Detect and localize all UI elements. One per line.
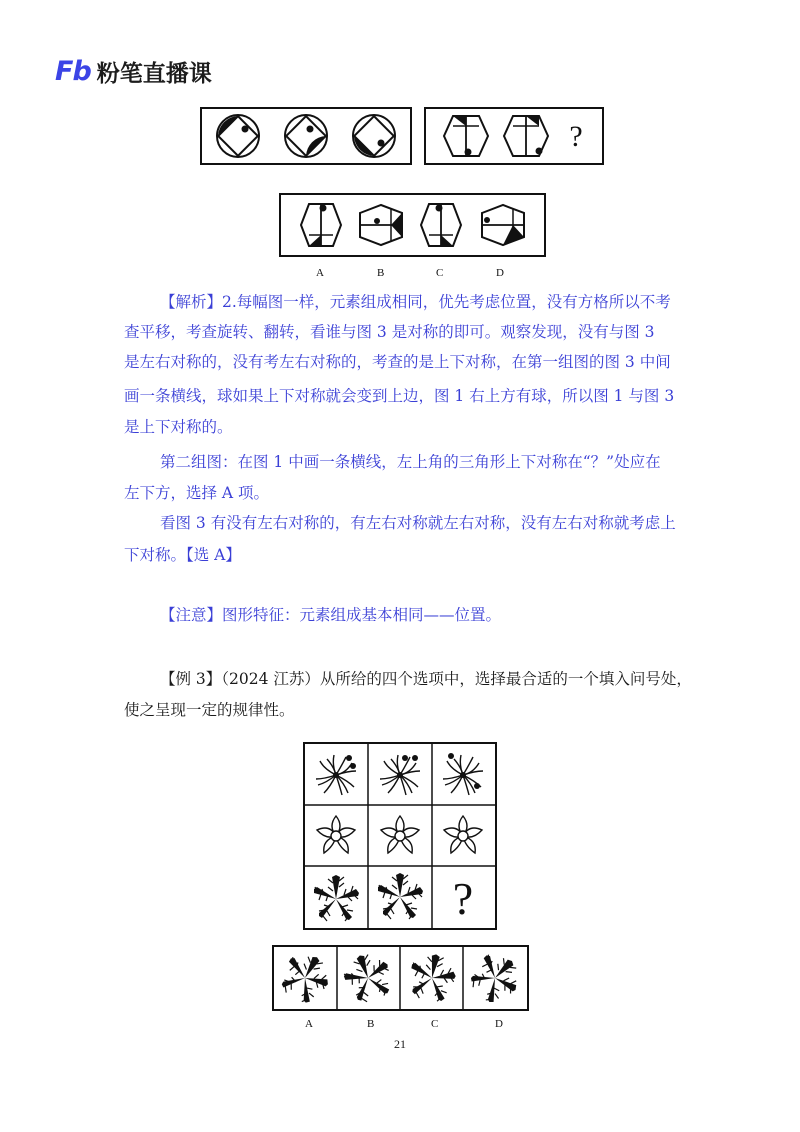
analysis-line-4: 画一条横线，球如果上下对称就会变到上边，图 1 右上方有球，所以图 1 与图 3 <box>124 387 675 405</box>
group2-figures <box>426 109 602 163</box>
fig2-option-label-b: B <box>367 1018 375 1030</box>
grid-question-mark: ? <box>452 873 474 924</box>
option-d-figure <box>482 205 524 245</box>
option-c-figure <box>421 204 461 246</box>
fig2-option-label-d: D <box>495 1018 503 1030</box>
group1-figures <box>202 109 410 163</box>
hexagon-figure-2 <box>504 116 548 156</box>
fig2-option-a-figure <box>275 947 337 1009</box>
fig2-option-c-figure <box>407 951 459 1004</box>
options-figures <box>281 195 544 255</box>
palm-figure-2 <box>378 873 423 919</box>
fig2-option-b-figure <box>339 948 397 1007</box>
fig2-option-label-a: A <box>305 1018 313 1030</box>
example3-line-1: 【例 3】（2024 江苏）从所给的四个选项中，选择最合适的一个填入问号处， <box>160 670 692 688</box>
analysis-line-3: 是左右对称的，没有考左右对称的，考查的是上下对称，在第一组图的图 3 中间 <box>124 353 671 371</box>
analysis-line-7: 左下方，选择 A 项。 <box>124 484 270 502</box>
figure1-group2 <box>424 107 604 165</box>
circle-diamond-figure-3 <box>353 115 395 157</box>
fig1-option-label-a: A <box>316 267 324 279</box>
fig2-option-label-c: C <box>431 1018 439 1030</box>
example3-line-2: 使之呈现一定的规律性。 <box>124 701 295 719</box>
analysis-line-1: 【解析】2.每幅图一样，元素组成相同，优先考虑位置，没有方格所以不考 <box>160 293 671 311</box>
fig1-option-label-d: D <box>496 267 504 279</box>
fig2-option-d-figure <box>464 947 527 1009</box>
option-a-figure <box>301 204 341 246</box>
analysis-line-9: 下对称。【选 A】 <box>124 546 241 564</box>
lotus-figure-2 <box>381 816 419 853</box>
figure2-options <box>272 945 529 1011</box>
figure1-group1 <box>200 107 412 165</box>
logo-badge: Fb <box>55 56 91 87</box>
option-b-figure <box>360 205 402 245</box>
hexagon-figure-1 <box>444 116 488 156</box>
note-text: 【注意】图形特征：元素组成基本相同——位置。 <box>160 606 502 624</box>
figure1-options <box>279 193 546 257</box>
question-mark: ? <box>569 120 583 153</box>
burst-figure-1 <box>316 755 356 795</box>
lotus-figure-1 <box>317 816 355 853</box>
brand-name: 粉笔直播课 <box>96 61 212 87</box>
analysis-line-8: 看图 3 有没有左右对称的，有左右对称就左右对称，没有左右对称就考虑上 <box>160 514 676 532</box>
brand-logo <box>55 55 212 88</box>
grid-figures <box>305 744 495 928</box>
page-number: 21 <box>394 1037 406 1051</box>
analysis-line-6: 第二组图：在图 1 中画一条横线，左上角的三角形上下对称在“？”处应在 <box>160 453 661 471</box>
figure2-grid <box>303 742 497 930</box>
burst-figure-2 <box>380 755 420 795</box>
circle-diamond-figure-1 <box>217 115 259 157</box>
palm-figure-1 <box>314 875 359 921</box>
circle-diamond-figure-2 <box>285 115 327 157</box>
figure2-option-figures <box>274 947 527 1009</box>
fig1-option-label-c: C <box>436 267 444 279</box>
analysis-line-5: 是上下对称的。 <box>124 418 233 436</box>
fig1-option-label-b: B <box>377 267 385 279</box>
analysis-line-2: 查平移，考查旋转、翻转，看谁与图 3 是对称的即可。观察发现，没有与图 3 <box>124 323 655 341</box>
lotus-figure-3 <box>444 816 482 853</box>
